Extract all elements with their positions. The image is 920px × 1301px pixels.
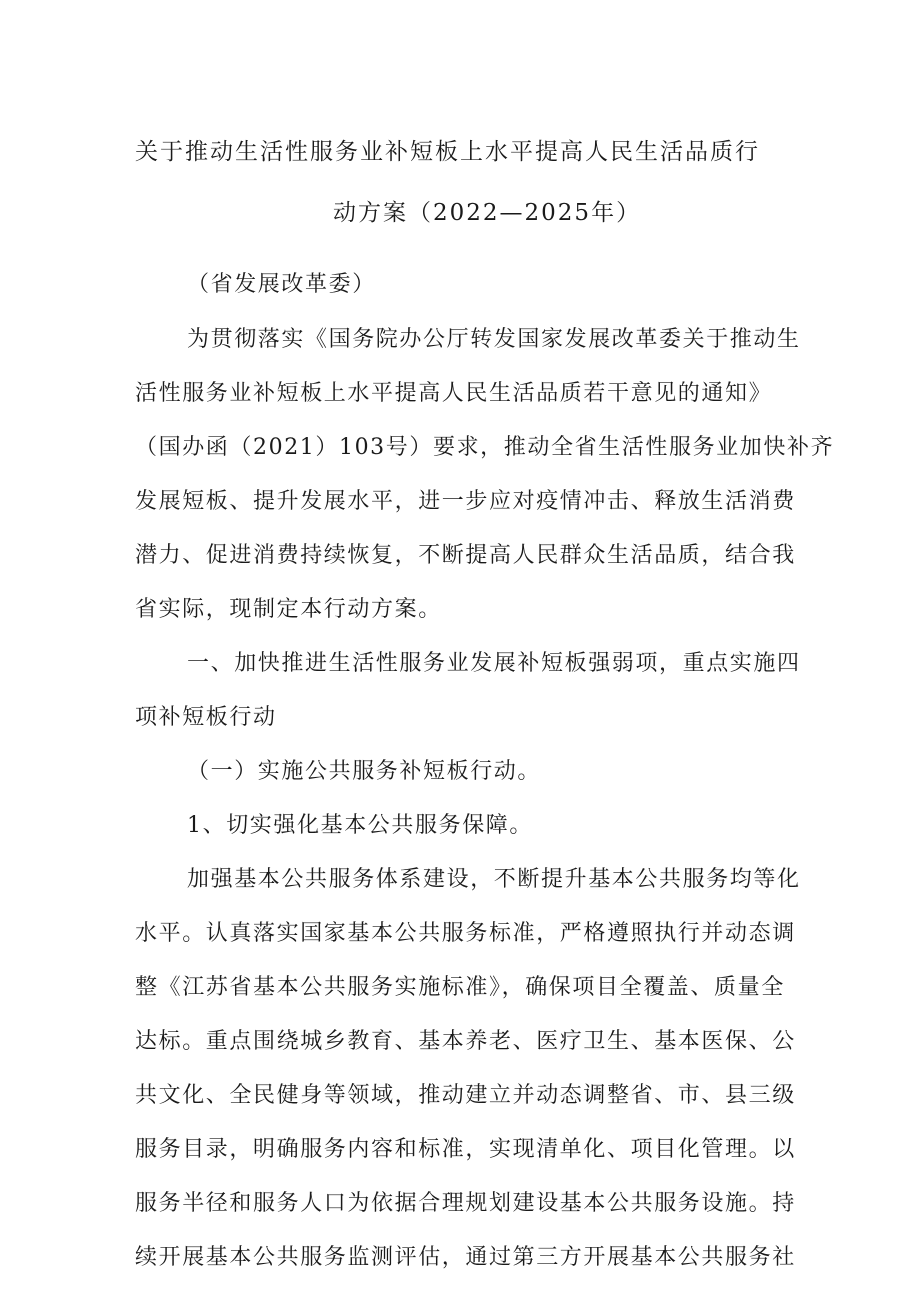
paragraph-1-line-5: 潜力、促进消费持续恢复，不断提高人民群众生活品质，结合我	[135, 543, 796, 568]
document-title-line-1: 关于推动生活性服务业补短板上水平提高人民生活品质行	[135, 139, 760, 165]
paragraph-1-line-1: 为贯彻落实《国务院办公厅转发国家发展改革委关于推动生	[187, 327, 801, 352]
paragraph-1-line-6: 省实际，现制定本行动方案。	[135, 597, 442, 622]
paragraph-2-line-5: 共文化、全民健身等领域，推动建立并动态调整省、市、县三级	[135, 1083, 796, 1108]
paragraph-2-line-8: 续开展基本公共服务监测评估，通过第三方开展基本公共服务社	[135, 1245, 796, 1270]
paragraph-2-line-6: 服务目录，明确服务内容和标准，实现清单化、项目化管理。以	[135, 1137, 796, 1162]
paragraph-1-line-3: （国办函（2021）103号）要求，推动全省生活性服务业加快补齐	[135, 435, 835, 460]
paragraph-1-line-2: 活性服务业补短板上水平提高人民生活品质若干意见的通知》	[135, 381, 773, 406]
issuer-line: （省发展改革委）	[187, 272, 376, 297]
section-1-heading-line-1: 一、加快推进生活性服务业发展补短板强弱项，重点实施四	[187, 651, 801, 676]
subsection-1-heading: （一）实施公共服务补短板行动。	[187, 759, 542, 784]
section-1-heading-line-2: 项补短板行动	[135, 705, 277, 730]
paragraph-2-line-7: 服务半径和服务人口为依据合理规划建设基本公共服务设施。持	[135, 1191, 796, 1216]
paragraph-2-line-4: 达标。重点围绕城乡教育、基本养老、医疗卫生、基本医保、公	[135, 1029, 796, 1054]
paragraph-1-line-4: 发展短板、提升发展水平，进一步应对疫情冲击、释放生活消费	[135, 489, 796, 514]
paragraph-2-line-3: 整《江苏省基本公共服务实施标准》，确保项目全覆盖、质量全	[135, 975, 785, 1000]
item-1-heading: 1、切实强化基本公共服务保障。	[187, 813, 533, 838]
paragraph-2-line-2: 水平。认真落实国家基本公共服务标准，严格遵照执行并动态调	[135, 921, 796, 946]
paragraph-2-line-1: 加强基本公共服务体系建设，不断提升基本公共服务均等化	[187, 867, 801, 892]
document-title-line-2: 动方案（2022—2025年）	[333, 200, 642, 226]
